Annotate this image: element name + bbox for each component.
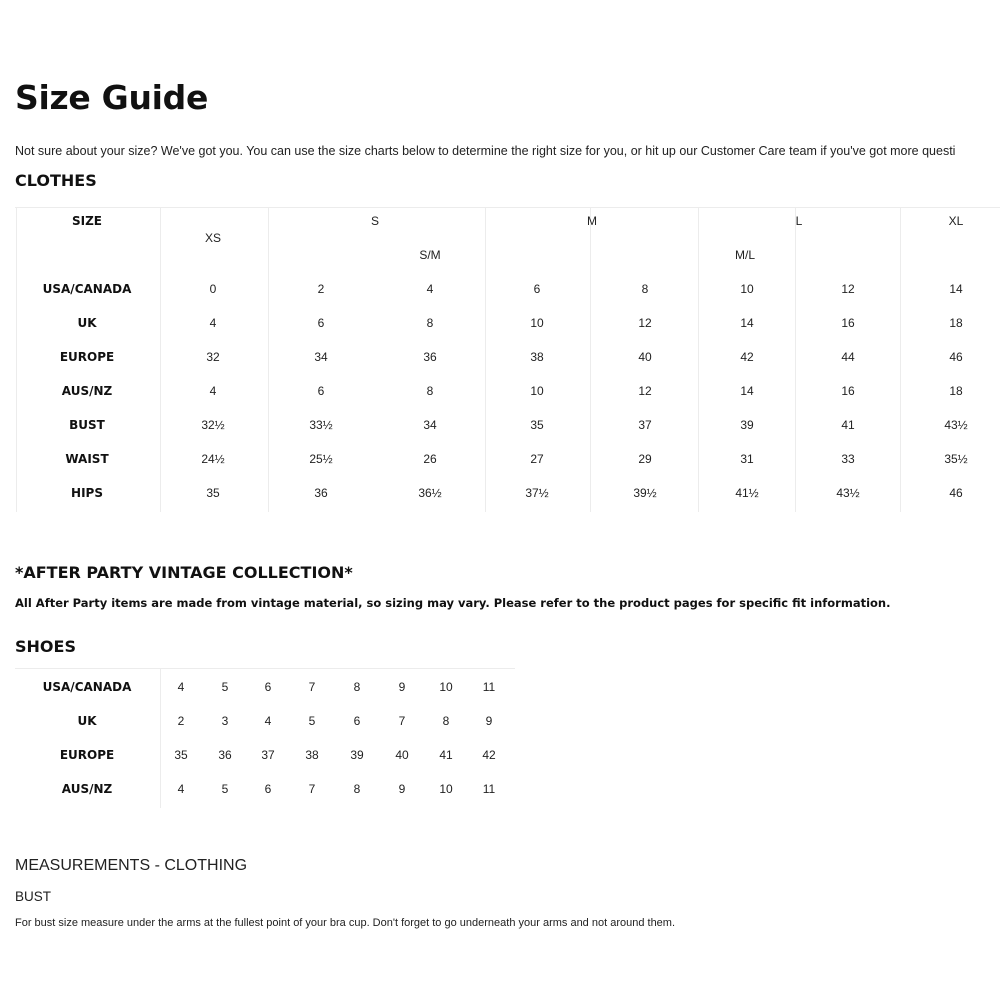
table-cell: 4 [209, 316, 217, 330]
table-column-divider [795, 207, 796, 512]
shoe-table-cell: 8 [442, 714, 450, 728]
table-cell: 38 [530, 350, 544, 364]
table-column-divider [698, 207, 699, 512]
shoe-table-cell: 4 [177, 782, 185, 796]
table-column-divider [485, 207, 486, 512]
table-cell: 33½ [309, 418, 333, 432]
table-column-divider [268, 207, 269, 512]
table-cell: 6 [317, 316, 325, 330]
row-label-waist: WAIST [65, 452, 109, 466]
shoe-table-cell: 7 [398, 714, 406, 728]
table-cell: 12 [638, 384, 652, 398]
table-cell: 6 [533, 282, 541, 296]
table-cell: 43½ [836, 486, 860, 500]
shoe-table-cell: 39 [350, 748, 364, 762]
table-cell: 26 [423, 452, 437, 466]
size-header-l: L [795, 214, 803, 228]
table-cell: 10 [530, 316, 544, 330]
table-cell: 33 [841, 452, 855, 466]
shoe-table-cell: 42 [482, 748, 496, 762]
shoe-table-cell: 40 [395, 748, 409, 762]
shoe-table-cell: 37 [261, 748, 275, 762]
table-cell: 36½ [418, 486, 442, 500]
table-cell: 16 [841, 316, 855, 330]
table-top-border [15, 207, 1000, 208]
table-cell: 35½ [944, 452, 968, 466]
table-cell: 43½ [944, 418, 968, 432]
table-cell: 25½ [309, 452, 333, 466]
table-cell: 8 [426, 384, 434, 398]
table-cell: 14 [740, 384, 754, 398]
table-cell: 2 [317, 282, 325, 296]
table-cell: 6 [317, 384, 325, 398]
table-cell: 35 [530, 418, 544, 432]
table-column-divider [590, 207, 591, 512]
bust-title: BUST [15, 889, 52, 904]
size-header-xl: XL [948, 214, 964, 228]
table-column-divider [900, 207, 901, 512]
shoe-table-cell: 4 [264, 714, 272, 728]
shoe-row-label-europe: EUROPE [59, 748, 115, 762]
table-cell: 44 [841, 350, 855, 364]
row-label-aus-nz: AUS/NZ [61, 384, 113, 398]
shoe-table-cell: 8 [353, 680, 361, 694]
shoe-table-cell: 6 [353, 714, 361, 728]
table-cell: 32 [206, 350, 220, 364]
table-cell: 8 [641, 282, 649, 296]
row-label-hips: HIPS [71, 486, 103, 500]
size-header-combined: M/L [734, 248, 756, 262]
table-column-divider [16, 207, 17, 512]
table-cell: 18 [949, 384, 963, 398]
table-cell: 27 [530, 452, 544, 466]
shoe-table-cell: 6 [264, 782, 272, 796]
row-label-uk: UK [77, 316, 97, 330]
shoes-heading: SHOES [15, 637, 76, 656]
shoe-table-cell: 5 [308, 714, 316, 728]
shoe-table-cell: 3 [221, 714, 229, 728]
table-cell: 0 [209, 282, 217, 296]
size-header-m: M [587, 214, 597, 228]
table-cell: 39½ [633, 486, 657, 500]
table-cell: 24½ [201, 452, 225, 466]
table-cell: 46 [949, 350, 963, 364]
table-cell: 14 [740, 316, 754, 330]
table-cell: 41 [841, 418, 855, 432]
table-cell: 37½ [525, 486, 549, 500]
shoe-table-cell: 6 [264, 680, 272, 694]
size-header-xs: XS [204, 231, 222, 245]
table-cell: 4 [426, 282, 434, 296]
table-column-divider [160, 207, 161, 512]
after-party-note: All After Party items are made from vintage material, so sizing may vary. Please refer to the product pages for specific fit information. [15, 596, 891, 610]
shoe-table-cell: 8 [353, 782, 361, 796]
table-cell: 8 [426, 316, 434, 330]
table-cell: 39 [740, 418, 754, 432]
row-label-usa-canada: USA/CANADA [42, 282, 132, 296]
shoes-table-top-border [15, 668, 515, 669]
intro-text: Not sure about your size? We've got you. You can use the size charts below to determine the right size for you, or hit up our Customer Care team if you've got more questi [15, 144, 956, 158]
table-cell: 42 [740, 350, 754, 364]
table-cell: 34 [423, 418, 437, 432]
shoe-table-cell: 11 [482, 782, 496, 796]
shoe-table-cell: 7 [308, 680, 316, 694]
shoe-row-label-aus-nz: AUS/NZ [61, 782, 113, 796]
shoe-table-cell: 38 [305, 748, 319, 762]
after-party-heading: *AFTER PARTY VINTAGE COLLECTION* [15, 563, 353, 582]
bust-description: For bust size measure under the arms at the fullest point of your bra cup. Don't forget to go underneath your arms and not around them. [15, 917, 676, 929]
shoe-table-cell: 9 [398, 680, 406, 694]
table-cell: 31 [740, 452, 754, 466]
table-cell: 40 [638, 350, 652, 364]
shoe-row-label-usa-canada: USA/CANADA [42, 680, 132, 694]
table-cell: 36 [423, 350, 437, 364]
shoe-table-cell: 5 [221, 680, 229, 694]
table-cell: 12 [638, 316, 652, 330]
shoe-table-cell: 41 [439, 748, 453, 762]
table-cell: 12 [841, 282, 855, 296]
row-label-europe: EUROPE [59, 350, 115, 364]
table-cell: 36 [314, 486, 328, 500]
clothes-heading: CLOTHES [15, 171, 97, 190]
size-header-label: SIZE [71, 214, 103, 228]
shoe-table-cell: 2 [177, 714, 185, 728]
shoe-table-cell: 9 [398, 782, 406, 796]
table-cell: 18 [949, 316, 963, 330]
shoe-table-cell: 7 [308, 782, 316, 796]
size-header-combined: S/M [419, 248, 441, 262]
table-cell: 34 [314, 350, 328, 364]
page-title: Size Guide [15, 78, 209, 117]
table-cell: 14 [949, 282, 963, 296]
table-cell: 37 [638, 418, 652, 432]
table-cell: 10 [530, 384, 544, 398]
table-cell: 4 [209, 384, 217, 398]
shoe-table-cell: 11 [482, 680, 496, 694]
table-cell: 16 [841, 384, 855, 398]
shoes-column-divider [160, 668, 161, 808]
table-cell: 46 [949, 486, 963, 500]
shoe-table-cell: 10 [439, 680, 453, 694]
shoe-table-cell: 36 [218, 748, 232, 762]
row-label-bust: BUST [69, 418, 105, 432]
table-cell: 32½ [201, 418, 225, 432]
shoe-table-cell: 35 [174, 748, 188, 762]
shoe-table-cell: 9 [485, 714, 493, 728]
shoe-table-cell: 5 [221, 782, 229, 796]
table-cell: 10 [740, 282, 754, 296]
table-cell: 35 [206, 486, 220, 500]
table-cell: 29 [638, 452, 652, 466]
table-cell: 41½ [735, 486, 759, 500]
measurements-heading: MEASUREMENTS - CLOTHING [15, 857, 248, 874]
shoe-table-cell: 4 [177, 680, 185, 694]
size-header-s: S [370, 214, 380, 228]
shoe-table-cell: 10 [439, 782, 453, 796]
shoe-row-label-uk: UK [77, 714, 97, 728]
